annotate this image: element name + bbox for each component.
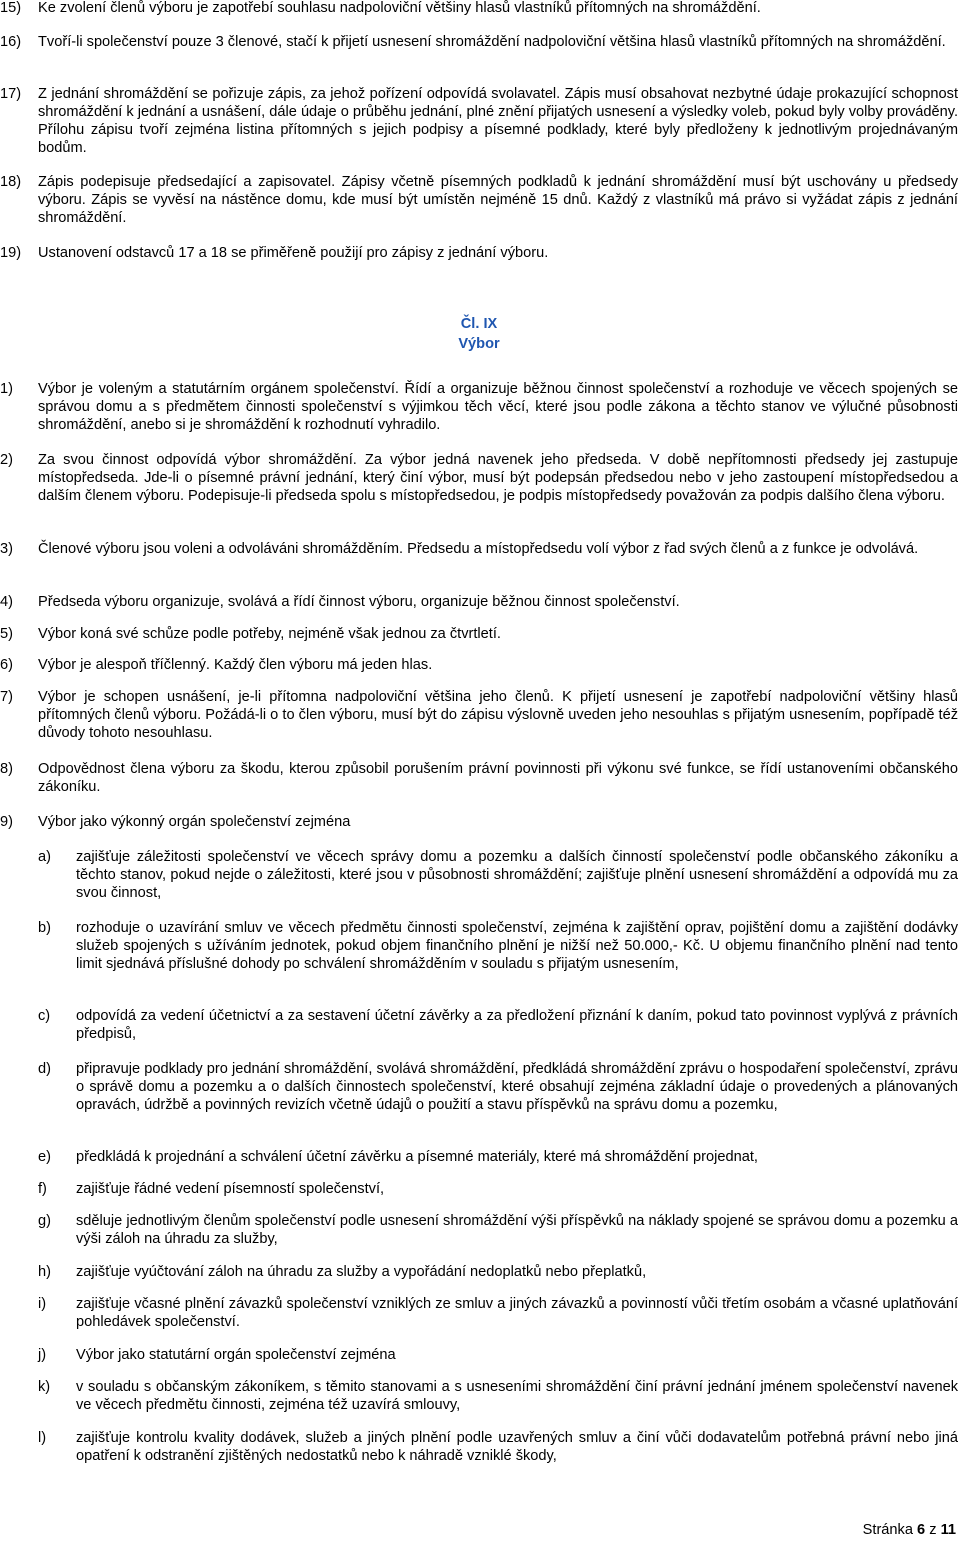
subitem-letter: j) <box>38 1347 47 1363</box>
paragraph-text: Odpovědnost člena výboru za škodu, kterou způsobil porušením právní povinnosti při výkonu své funkce, se řídí ustanoveními občanského zákoníku. <box>38 761 958 795</box>
subitem-letter: a) <box>38 849 51 865</box>
page-separator: z <box>929 1522 937 1538</box>
paragraph-17 <box>0 86 958 158</box>
subitem-b <box>38 920 958 974</box>
subitem-g <box>38 1213 958 1249</box>
paragraph-number: 8) <box>0 761 13 777</box>
subitem-letter: d) <box>38 1061 51 1077</box>
current-page: 6 <box>917 1522 926 1538</box>
paragraph-text: Ke zvolení členů výboru je zapotřebí souhlasu nadpoloviční většiny hlasů vlastníků přítomných na shromáždění. <box>38 0 761 16</box>
subitem-j <box>38 1347 958 1365</box>
subitem-i <box>38 1296 958 1332</box>
subitem-letter: l) <box>38 1430 47 1446</box>
subitem-letter: c) <box>38 1008 51 1024</box>
subitem-text: zajišťuje vyúčtování záloh na úhradu za služby a vypořádání nedoplatků nebo přeplatků, <box>76 1264 647 1280</box>
subitem-letter: b) <box>38 920 51 936</box>
article-title: Výbor <box>458 336 500 352</box>
total-pages: 11 <box>940 1522 956 1538</box>
paragraph-number: 4) <box>0 594 13 610</box>
paragraph-text: Za svou činnost odpovídá výbor shromáždění. Za výbor jedná navenek jeho předseda. V době nepřítomnosti předsedy jej zastupuje místopředseda. Jde-li o písemné právní jednání, který činí výbor, musí být podepsán předsedou nebo v jeho zastoupení místopředsedou a dalším členem výboru. Podepisuje-li předseda spolu s místopředsedou, je podpis místopředsedy považován za podpis dalšího člena výboru. <box>38 452 958 504</box>
paragraph-text: Předseda výboru organizuje, svolává a řídí činnost výboru, organizuje běžnou činnost společenství. <box>38 594 680 610</box>
paragraph-text: Z jednání shromáždění se pořizuje zápis, za jehož pořízení odpovídá svolavatel. Zápis musí obsahovat nezbytné údaje prokazující schopnost shromáždění k jednání a usnášení, dále údaje o průběhu jednání, plné znění přijatých usnesení a výsledky voleb, pokud byly volby prováděny. Přílohu zápisu tvoří zejména listina přítomných s jejich podpisy a písemné podklady, které byly předloženy k jednotlivým projednávaným bodům. <box>38 86 958 156</box>
subitem-letter: i) <box>38 1296 47 1312</box>
paragraph-7 <box>0 689 958 743</box>
paragraph-9 <box>0 814 958 832</box>
subitem-c <box>38 1008 958 1044</box>
paragraph-text: Výbor je schopen usnášení, je-li přítomna nadpoloviční většina jeho členů. K přijetí usnesení je zapotřebí nadpoloviční většiny hlasů přítomných členů výboru. Požádá-li o to člen výboru, musí být do zápisu výslovně uveden jeho nesouhlas s přijatým usnesením, popřípadě též důvody tohoto nesouhlasu. <box>38 689 958 741</box>
paragraph-text: Ustanovení odstavců 17 a 18 se přiměřeně použijí pro zápisy z jednání výboru. <box>38 245 549 261</box>
paragraph-number: 2) <box>0 452 13 468</box>
paragraph-2 <box>0 452 958 506</box>
paragraph-text: Výbor jako výkonný orgán společenství zejména <box>38 814 351 830</box>
subitem-k <box>38 1379 958 1415</box>
paragraph-number: 1) <box>0 381 13 397</box>
subitem-letter: g) <box>38 1213 51 1229</box>
subitem-e <box>38 1149 958 1167</box>
paragraph-text: Členové výboru jsou voleni a odvoláváni shromážděním. Předsedu a místopředsedu volí výbor z řad svých členů a z funkce je odvolává. <box>38 541 919 557</box>
paragraph-number: 9) <box>0 814 13 830</box>
subitem-f <box>38 1181 958 1199</box>
subitem-letter: k) <box>38 1379 51 1395</box>
subitem-text: zajišťuje kontrolu kvality dodávek, služeb a jiných plnění podle uzavřených smluv a činí vůči dodavatelům potřebná právní nebo jiná opatření k odstranění zjištěných nedostatků nebo k náhradě vzniklé škody, <box>76 1430 958 1464</box>
paragraph-number: 3) <box>0 541 13 557</box>
paragraph-number: 6) <box>0 657 13 673</box>
paragraph-number: 17) <box>0 86 22 102</box>
paragraph-8 <box>0 761 958 797</box>
subitem-text: v souladu s občanským zákoníkem, s těmito stanovami a s usneseními shromáždění činí právní jednání jménem společenství navenek ve věcech předmětu činnosti, zejména též uzavírá smlouvy, <box>76 1379 958 1413</box>
subitem-text: připravuje podklady pro jednání shromáždění, svolává shromáždění, předkládá shromáždění zprávu o hospodaření společenství, zprávu o správě domu a pozemku a o dalších činnostech společenství, které obsahují zejména základní údaje o provedených a plánovaných opravách, údržbě a povinných revizích včetně údajů o použití a stavu příspěvků na správu domu a pozemku, <box>76 1061 958 1113</box>
subitem-letter: e) <box>38 1149 51 1165</box>
paragraph-text: Výbor je alespoň tříčlenný. Každý člen výboru má jeden hlas. <box>38 657 433 673</box>
paragraph-18 <box>0 174 958 228</box>
paragraph-number: 7) <box>0 689 13 705</box>
subitem-text: Výbor jako statutární orgán společenství zejména <box>76 1347 396 1363</box>
paragraph-number: 15) <box>0 0 22 16</box>
subitem-text: sděluje jednotlivým členům společenství podle usnesení shromáždění výši příspěvků na náklady spojené se správou domu a pozemku a výši záloh na úhradu za služby, <box>76 1213 958 1247</box>
paragraph-3 <box>0 541 958 559</box>
paragraph-text: Zápis podepisuje předsedající a zapisovatel. Zápisy včetně písemných podkladů k jednání shromáždění musí být uschovány u předsedy výboru. Zápis se vyvěsí na nástěnce domu, kde musí být umístěn nejméně 15 dnů. Každý z vlastníků má právo si vyžádat zápis z jednání shromáždění. <box>38 174 958 226</box>
subitem-d <box>38 1061 958 1115</box>
page-label: Stránka <box>862 1522 913 1538</box>
paragraph-number: 16) <box>0 34 22 50</box>
subitem-text: rozhoduje o uzavírání smluv ve věcech předmětu činnosti společenství, zejména k zajištění oprav, pojištění domu a zajištění dodávky služeb spojených s užíváním jednotek, pokud objem finančního plnění je nižší než 50.000,- Kč. U objemu finančního plnění nad tento limit sjednává příslušné dohody po schválení shromážděním v souladu s přijatým usnesením, <box>76 920 958 972</box>
subitem-letter: f) <box>38 1181 47 1197</box>
paragraph-6 <box>0 657 958 675</box>
paragraph-number: 5) <box>0 626 13 642</box>
subitem-l <box>38 1430 958 1466</box>
subitem-h <box>38 1264 958 1282</box>
paragraph-text: Výbor je voleným a statutárním orgánem společenství. Řídí a organizuje běžnou činnost společenství a rozhoduje ve věcech spojených se správou domu a s předmětem činnosti společenství s výjimkou těch věcí, které jsou podle zákona a těchto stanov ve výlučné působnosti shromáždění, anebo si je shromáždění k rozhodnutí vyhradilo. <box>38 381 958 433</box>
paragraph-1 <box>0 381 958 435</box>
subitem-text: zajišťuje včasné plnění závazků společenství vzniklých ze smluv a jiných závazků a povinností vůči třetím osobám a včasné uplatňování pohledávek společenství. <box>76 1296 958 1330</box>
paragraph-16 <box>0 34 958 52</box>
page-number-footer <box>863 1522 956 1540</box>
subitem-text: zajišťuje řádné vedení písemností společenství, <box>76 1181 385 1197</box>
paragraph-text: Výbor koná své schůze podle potřeby, nejméně však jednou za čtvrtletí. <box>38 626 501 642</box>
article-number: Čl. IX <box>460 316 498 332</box>
paragraph-text: Tvoří-li společenství pouze 3 členové, stačí k přijetí usnesení shromáždění nadpoloviční většina hlasů vlastníků přítomných na shromáždění. <box>38 34 946 50</box>
paragraph-number: 18) <box>0 174 22 190</box>
subitem-text: předkládá k projednání a schválení účetní závěrku a písemné materiály, které má shromáždění projednat, <box>76 1149 758 1165</box>
subitem-text: zajišťuje záležitosti společenství ve věcech správy domu a pozemku a dalších činností společenství podle občanského zákoníku a těchto stanov, pokud nejde o záležitosti, které jsou v působnosti shromáždění; zajišťuje plnění usnesení shromáždění a odpovídá mu za svou činnost, <box>76 849 958 901</box>
subitem-text: odpovídá za vedení účetnictví a za sestavení účetní závěrky a za předložení přiznání k daním, pokud tato povinnost vyplývá z právních předpisů, <box>76 1008 958 1042</box>
subitem-letter: h) <box>38 1264 51 1280</box>
paragraph-15 <box>0 0 958 18</box>
paragraph-5 <box>0 626 958 644</box>
subitem-a <box>38 849 958 903</box>
paragraph-19 <box>0 245 958 263</box>
paragraph-4 <box>0 594 958 612</box>
paragraph-number: 19) <box>0 245 22 261</box>
